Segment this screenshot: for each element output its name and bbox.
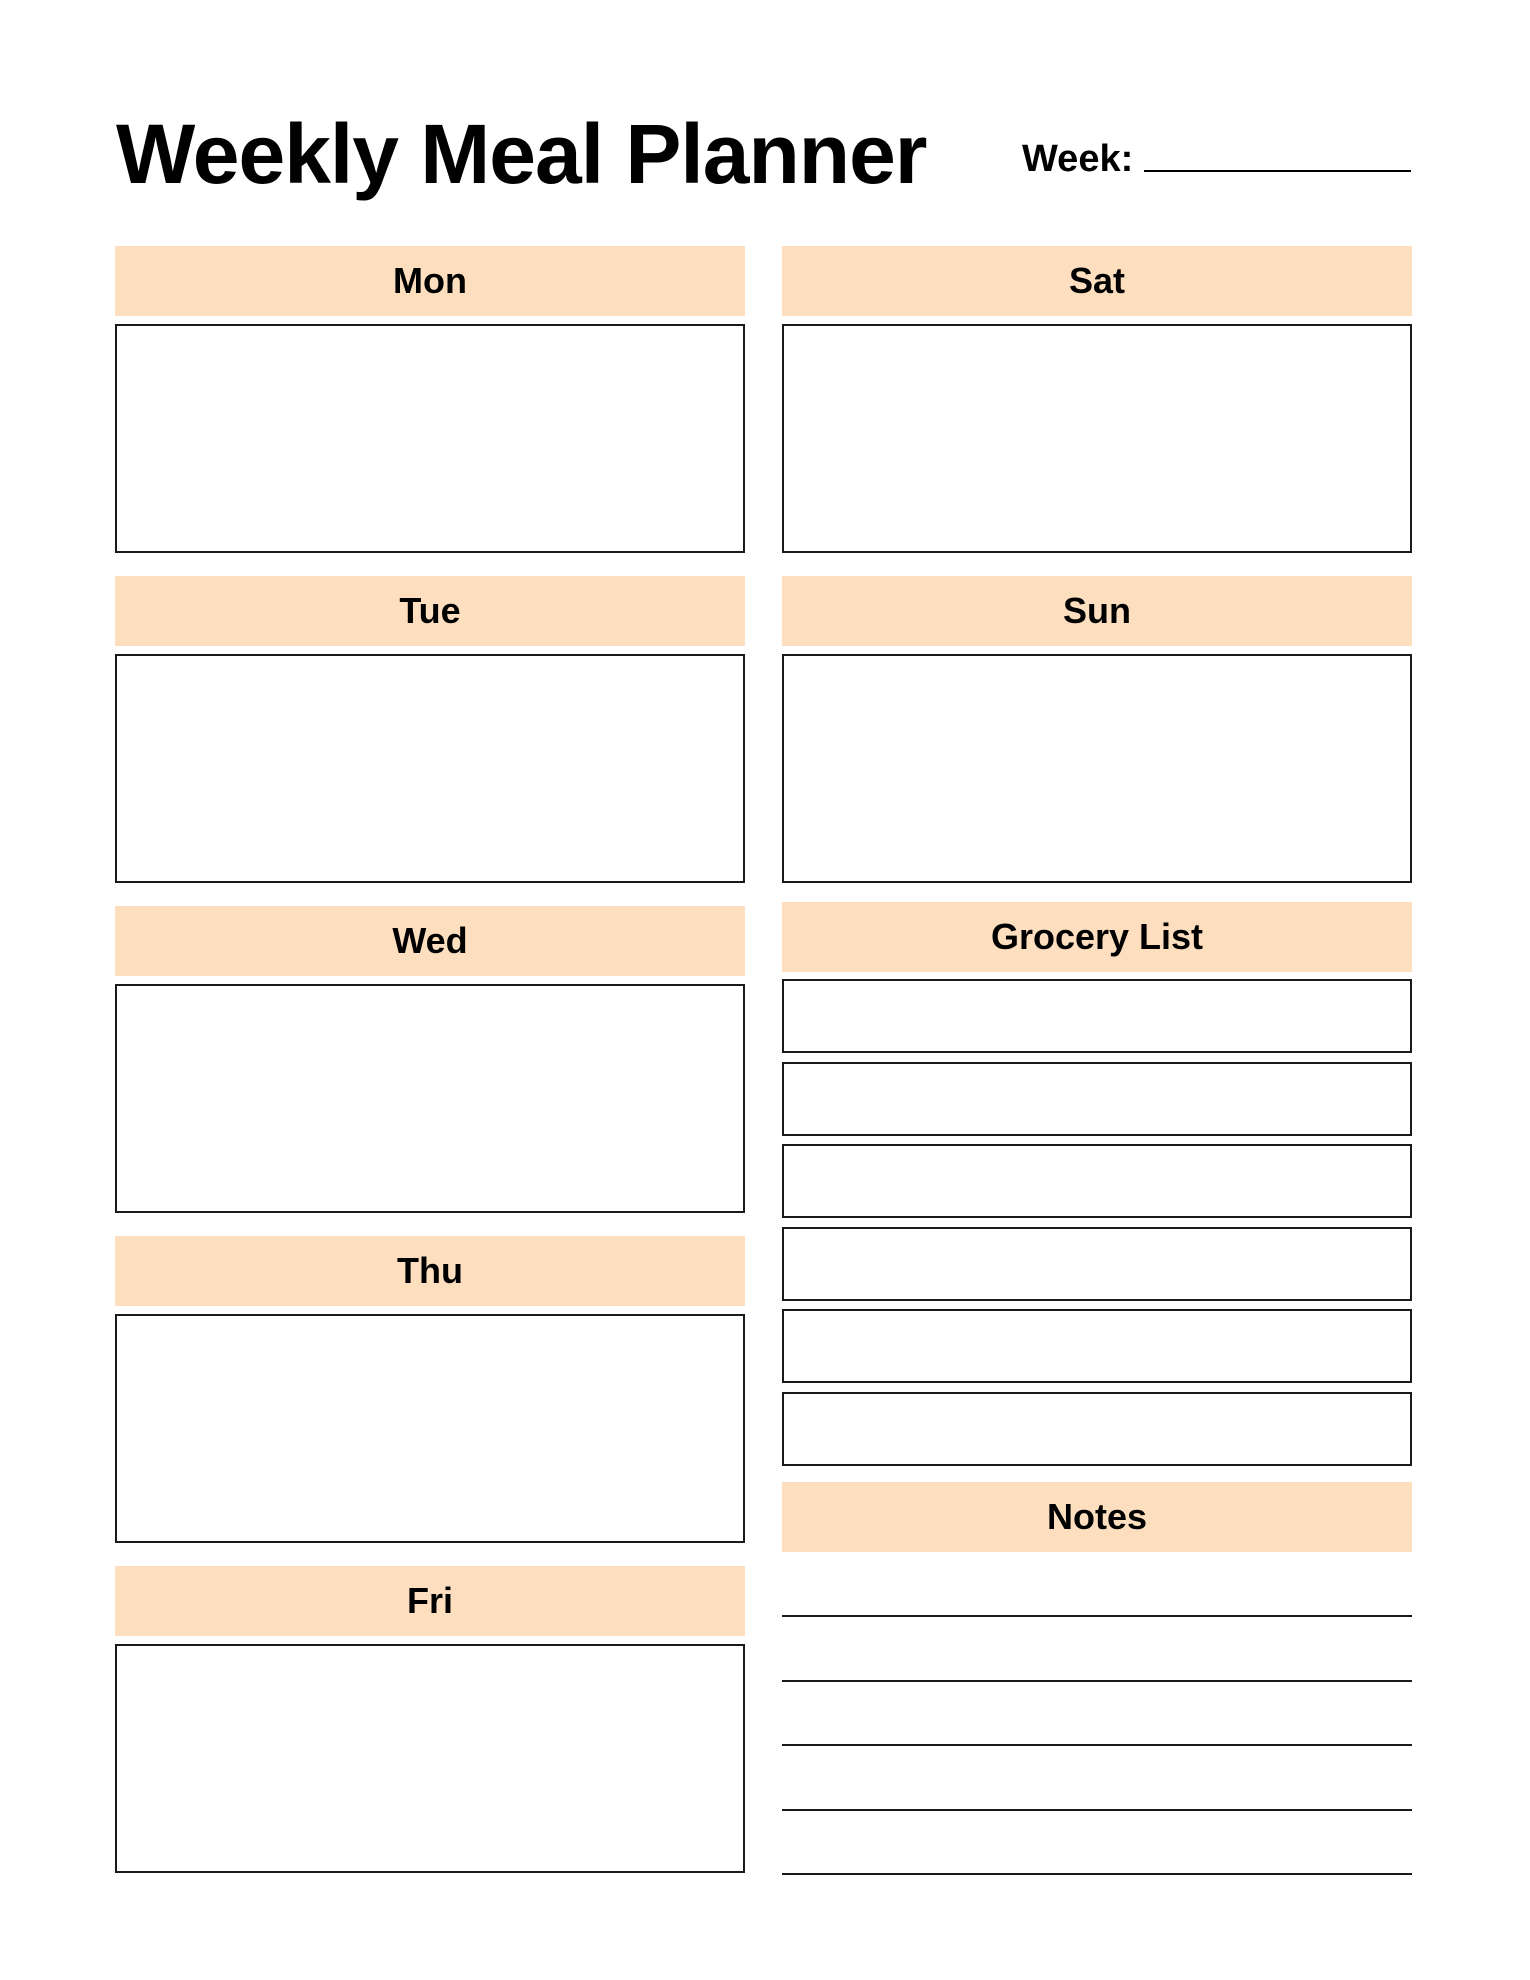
grocery-item-box[interactable] (782, 1392, 1412, 1466)
day-box-fri[interactable] (115, 1644, 745, 1873)
day-box-tue[interactable] (115, 654, 745, 883)
day-header-sun: Sun (782, 576, 1412, 646)
day-header-wed: Wed (115, 906, 745, 976)
grocery-item-box[interactable] (782, 979, 1412, 1053)
notes-line[interactable] (782, 1615, 1412, 1617)
day-header-tue: Tue (115, 576, 745, 646)
notes-line[interactable] (782, 1680, 1412, 1682)
day-header-sat: Sat (782, 246, 1412, 316)
grocery-item-box[interactable] (782, 1144, 1412, 1218)
notes-line[interactable] (782, 1744, 1412, 1746)
day-box-thu[interactable] (115, 1314, 745, 1543)
notes-line[interactable] (782, 1873, 1412, 1875)
day-box-sat[interactable] (782, 324, 1412, 553)
day-box-mon[interactable] (115, 324, 745, 553)
grocery-item-box[interactable] (782, 1227, 1412, 1301)
notes-header: Notes (782, 1482, 1412, 1552)
grocery-item-box[interactable] (782, 1309, 1412, 1383)
grocery-item-box[interactable] (782, 1062, 1412, 1136)
day-box-sun[interactable] (782, 654, 1412, 883)
day-header-mon: Mon (115, 246, 745, 316)
notes-line[interactable] (782, 1809, 1412, 1811)
week-input-line[interactable] (1144, 170, 1411, 172)
day-header-fri: Fri (115, 1566, 745, 1636)
day-box-wed[interactable] (115, 984, 745, 1213)
week-label: Week: (1022, 138, 1134, 180)
page-title: Weekly Meal Planner (116, 107, 927, 201)
grocery-list-header: Grocery List (782, 902, 1412, 972)
day-header-thu: Thu (115, 1236, 745, 1306)
